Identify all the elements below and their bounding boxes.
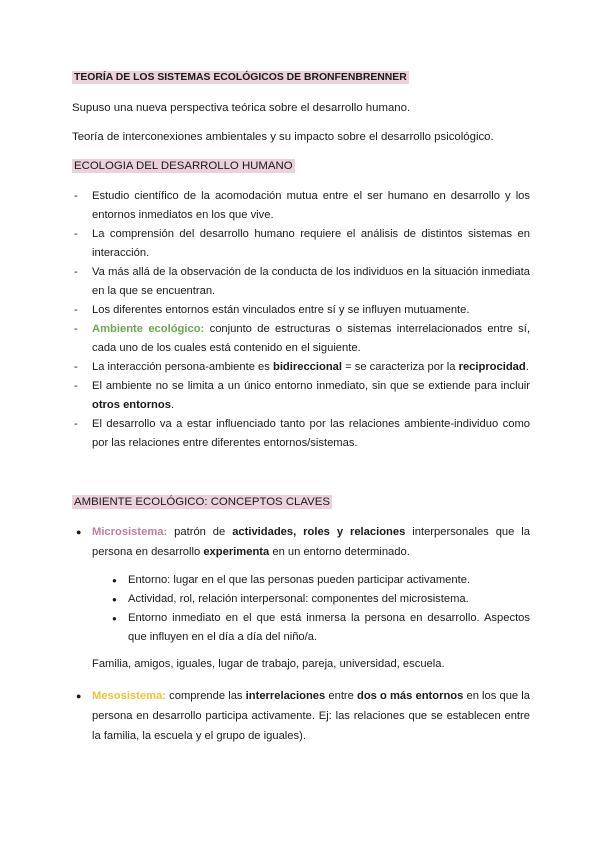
bullet-icon: ● [76,527,82,537]
mesosistema-label: Mesosistema: [92,690,166,702]
section-heading-ecologia-text: ECOLOGIA DEL DESARROLLO HUMANO [74,160,293,172]
ecologia-list [72,187,530,453]
interaccion-bold-bidireccional: bidireccional [272,361,342,373]
microsistema-label: Microsistema: [92,526,168,538]
interaccion-text-e: . [525,361,529,373]
interaccion-text-a: La interacción persona-ambiente es [92,361,273,373]
microsistema-item [72,522,530,562]
list-item: - La comprensión del desarrollo humano requiere el análisis de distintos sistemas en interacción. [72,225,530,263]
ambiente2-text-c: . [170,399,175,411]
meso-text-2: entre [325,690,357,702]
sub-list-item [110,571,530,590]
microsistema-sublist [110,571,530,647]
sub-list-item [110,590,530,609]
mesosistema-block [72,686,530,746]
section-heading-ecologia [72,160,295,172]
bullet-icon: ● [76,691,82,701]
sub-bullet-icon: ● [112,614,117,623]
list-item-desarrollo: - El desarrollo va a estar influenciado tanto por las relaciones ambiente-individuo como por las relaciones entre diferentes entornos/sistemas. [72,415,530,453]
ambiente2-bold-otros-entornos: otros entornos [92,399,171,411]
micro-bold-2: experimenta [203,546,270,558]
micro-bold-1: actividades, roles y relaciones [232,526,406,538]
interaccion-text-c: = se caracteriza por la [342,361,459,373]
micro-text-2: interpersonales que la persona en desarrollo [92,526,530,558]
meso-text-1: comprende las [166,690,246,702]
intro-paragraph-2: Teoría de interconexiones ambientales y su impacto sobre el desarrollo psicológico. [72,131,494,143]
title-highlight: TEORÍA DE LOS SISTEMAS ECOLÓGICOS DE BRONFENBRENNER [74,72,407,83]
microsistema-block [72,522,530,562]
sub-list-item [110,609,530,647]
meso-bold-1: interrelaciones [245,690,326,702]
sub-bullet-icon: ● [112,576,117,585]
interaccion-bold-reciprocidad: reciprocidad [458,361,526,373]
micro-text-3: en un entorno determinado. [269,546,410,558]
sub-bullet-icon: ● [112,595,117,604]
ambiente-ecologico-text: conjunto de estructuras o sistemas interrelacionados entre sí, cada uno de los cuales está contenido en el siguiente. [92,323,530,354]
section-heading-conceptos-text: AMBIENTE ECOLÓGICO: CONCEPTOS CLAVES [74,496,330,508]
list-item-otros-entornos [72,377,530,415]
section-heading-conceptos [72,496,332,508]
list-item: - Los diferentes entornos están vinculados entre sí y se influyen mutuamente. [72,301,530,320]
sub-item-text: Entorno: lugar en el que las personas pueden participar activamente. [128,574,471,586]
list-item: - Va más allá de la observación de la conducta de los individuos en la situación inmediata en la que se encuentran. [72,263,530,301]
meso-bold-2: dos o más entornos [357,690,464,702]
list-item-ambiente-ecologico [72,320,530,358]
sub-item-text: Entorno inmediato en el que está inmersa la persona en desarrollo. Aspectos que influyen en el día a día del niño/a. [128,612,530,643]
ambiente2-text-a: El ambiente no se limita a un único entorno inmediato, sin que se extiende para incluir [92,380,530,392]
microsistema-examples: Familia, amigos, iguales, lugar de trabajo, pareja, universidad, escuela. [92,658,445,670]
document-title [72,72,409,83]
list-item: - Estudio científico de la acomodación mutua entre el ser humano en desarrollo y los entornos inmediatos en los que vive. [72,187,530,225]
micro-text-1: patrón de [167,526,233,538]
list-item-interaccion [72,358,530,377]
sub-item-text: Actividad, rol, relación interpersonal: componentes del microsistema. [128,593,469,605]
ambiente-ecologico-label: Ambiente ecológico: [92,323,205,335]
meso-text-3: en los que la persona en desarrollo participa activamente. Ej: las relaciones que se establecen entre la familia, la escuela y el grupo de iguales). [92,690,530,742]
intro-paragraph-1: Supuso una nueva perspectiva teórica sobre el desarrollo humano. [72,102,411,114]
mesosistema-item [72,686,530,746]
